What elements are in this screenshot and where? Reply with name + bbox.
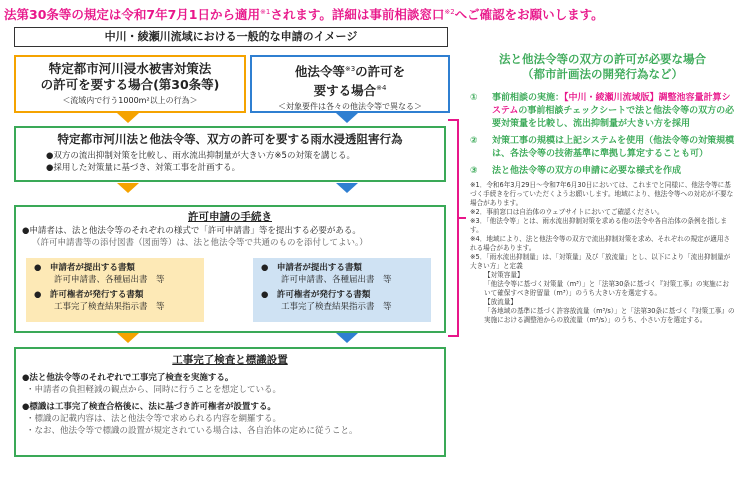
procedure-law-pane (26, 258, 204, 322)
banner-text-1: 法第30条等の規定は令和7年7月1日から適用 (4, 7, 260, 23)
arrow-down-blue (336, 333, 358, 343)
image-title: 中川・綾瀬川流域における一般的な申請のイメージ (14, 27, 448, 47)
procedure-title: 許可申請の手続き (188, 211, 272, 223)
banner-sup-1: ※1 (260, 8, 271, 16)
footnote-5-volume-heading: 【対策容量】 (484, 271, 524, 279)
both-permits-box (14, 126, 446, 182)
footnote-5-volume-text: 「他法令等に基づく対策量（m³）」と「法第30条に基づく『対策工事』の実施において確保すべき貯留量（m³）」のうち大きい方を選定する。 (484, 280, 729, 297)
procedure-line1: ●申請者は、法と他法令等のそれぞれの様式で「許可申請書」等を提出する必要がある。 (22, 226, 361, 236)
law-applicant-docs-heading: ● 申請者が提出する書類 (34, 263, 135, 273)
right-item-2 (470, 135, 735, 161)
other-issuer-docs-heading: ● 許可権者が発行する書類 (261, 290, 371, 300)
completion-bullet2-sub2: ・なお、他法令等で標識の設置が規定されている場合は、各自治体の定めに従うこと。 (26, 426, 358, 436)
both-permits-title: 特定都市河川法と他法令等、双方の許可を要する雨水浸透阻害行為 (57, 132, 403, 146)
procedure-line2: （許可申請書等の添付図書（図面等）は、法と他法令等で共通のものを添付してよい。） (32, 238, 368, 248)
footnote-5: ※5．「雨水流出抑制量」は、「対策量」及び「放流量」とし、以下により「流出抑制量が大きい方」と定義 (470, 253, 731, 270)
right-item-2-number: ② (470, 136, 478, 146)
other-applicant-docs-heading: ● 申請者が提出する書類 (261, 263, 362, 273)
other-law-note: ＜対象要件は各々の他法令等で異なる＞ (278, 102, 422, 112)
other-law-line1a: 他法令等 (294, 64, 345, 80)
right-panel-heading2: （都市計画法の開発行為など） (522, 67, 683, 81)
right-panel-heading1: 法と他法令等の双方の許可が必要な場合 (499, 52, 706, 66)
other-law-line1b: の許可を (355, 64, 406, 80)
right-panel (470, 52, 735, 325)
right-item-3-text: 法と他法令等の双方の申請に必要な様式を作成 (492, 166, 682, 176)
arrow-down-yellow (117, 113, 139, 123)
right-item-2-text: 対策工事の規模は上記システムを使用（他法令等の対策規模は、各法令等の技術基準に準拠し算定することも可） (492, 136, 735, 159)
right-item-1-number: ① (470, 93, 478, 103)
footnote-4: ※4．地域により、法と他法令等の双方で流出抑制対策を求め、それぞれの規定が適用される場合があります。 (470, 235, 731, 252)
right-item-1-system-name: 【中川・綾瀬川流域版】調整池容量計算システム (492, 93, 731, 116)
completion-box (14, 347, 446, 457)
other-law-box (250, 55, 450, 113)
right-item-1-lead: 事前相談の実施： (492, 93, 565, 103)
completion-bullet2-sub1: ・標識の記載内容は、法と他法令等で求められる内容を網羅する。 (26, 414, 282, 424)
completion-bullet1: ●法と他法令等のそれぞれで工事完了検査を実施する。 (22, 373, 234, 383)
right-item-3 (470, 165, 735, 178)
banner-text-2: されます。詳細は事前相談窓口 (270, 7, 445, 23)
arrow-down-blue (336, 183, 358, 193)
footnote-1: ※1．令和6年3月29日～令和7年6月30日においては、これまでと同様に、他法令等に基づく手続きを行っていただくようお願いします。地域により、他法令等への対応が不要な場合があります。 (470, 181, 734, 207)
law-permit-line2: の許可を要する場合(第30条等) (40, 77, 220, 92)
law-permit-note: ＜流域内で行う1000m²以上の行為＞ (62, 96, 198, 105)
other-law-line2: 要する場合 (313, 83, 377, 99)
completion-title: 工事完了検査と標識設置 (172, 354, 288, 366)
completion-bullet2: ●標識は工事完了検査合格後に、法に基づき許可権者が設置する。 (22, 402, 276, 412)
procedure-other-law-pane (253, 258, 431, 322)
right-item-3-number: ③ (470, 166, 478, 176)
banner-sup-2: ※2 (444, 8, 455, 16)
law-applicant-docs: 許可申請書、各種届出書 等 (54, 275, 165, 285)
footnote-3: ※3．「他法令等」とは、雨水流出抑制対策を求める他の法令や各自治体の条例を指します。 (470, 217, 727, 234)
arrow-down-yellow (117, 183, 139, 193)
arrow-down-blue (336, 113, 358, 123)
other-applicant-docs: 許可申請書、各種届出書 等 (281, 275, 392, 285)
right-item-1 (470, 92, 735, 131)
law-permit-box (14, 55, 246, 113)
both-permits-bullet1: ●双方の流出抑制対策を比較し、雨水流出抑制量が大きい方※5の対策を講じる。 (46, 151, 355, 161)
other-issuer-docs: 工事完了検査結果指示書 等 (281, 302, 392, 312)
completion-bullet1-sub: ・申請者の負担軽減の観点から、同時に行うことを想定している。 (26, 385, 282, 395)
right-item-1-text: の事前相談チェックシートで法と他法令等の双方の必要対策量を比較し、流出抑制量が大きい方を採用 (492, 106, 735, 129)
footnote-2: ※2．事前窓口は自治体のウェブサイトにおいてご確認ください。 (470, 208, 664, 216)
law-issuer-docs: 工事完了検査結果指示書 等 (54, 302, 165, 312)
law-permit-line1: 特定都市河川浸水被害対策法 (48, 61, 212, 76)
other-law-sup2: ※4 (376, 84, 387, 93)
top-banner (4, 2, 737, 22)
footnote-5-discharge-heading: 【放流量】 (484, 298, 517, 306)
arrow-down-yellow (117, 333, 139, 343)
bracket-connector (446, 118, 470, 340)
other-law-sup: ※3 (344, 65, 356, 73)
law-issuer-docs-heading: ● 許可権者が発行する書類 (34, 290, 144, 300)
banner-text-3: へご確認をお願いします。 (454, 7, 604, 23)
both-permits-bullet2: ●採用した対策量に基づき、対策工事を計画する。 (46, 163, 241, 173)
footnote-5-discharge-text: 「各地域の基準に基づく許容放流量（m³/s）」と「法第30条に基づく『対策工事』の実施における調整池からの放流量（m³/s）」のうち、小さい方を選定する。 (484, 307, 735, 324)
